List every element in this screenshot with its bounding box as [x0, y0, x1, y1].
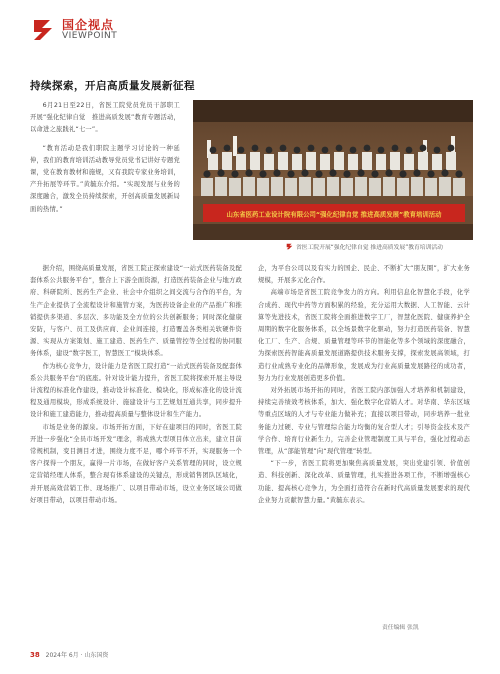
caption-logo-icon [286, 243, 293, 250]
section-title: 国企视点 [62, 18, 115, 32]
editor-credit: 责任编辑 张凯 [382, 625, 419, 631]
left-column-bottom [30, 263, 242, 643]
group-photo [193, 100, 473, 240]
paragraph-platform: 据介绍，围绕高质量发展，省医工院正探索建设“一站式医药装备及配套体系公共服务平台”，整合上下游全面资源，打造医药装备企业与地方政府、科研院所、医药生产企业、社会中介组织之间交流与合作的平台，为生产企业提供了全流程设计和施管方案，为医药设备企业的产品推广和推销提供多渠道、多层次、多功能及全方位的公共创新服务；同时深化健康安防，与客户、员工及供应商、企业间连接，打造覆盖各类相关软硬件资源、实现从方案策划、施工建造、医药生产、质量管控等全过程的协同服务体系，建设“数字医工，智慧医工”模块体系。 [30, 265, 242, 358]
intro-paragraph: 6月21日至22日，省医工院党员党员干部职工开展“强化纪律自觉 推进高质发展”教育专题活动，以命进之旅践礼“七一”。 [30, 102, 180, 134]
paragraph-high-end: 高端市场是省医工院竞争发力的方向。利用信息化智慧化手段，化学合成药、现代中药等方面积累的经验，充分运用大数据、人工智能、云计算等先进技术，省医工院将全面推进数字工厂，智慧化医院、健康养护全周期的数字化服务体系，以全场景数字化驱动，努力打造医药装备、智慧化工厂、生产、合规、质量管理等环节的智能化等多个领域的深度融合，为探索医药智能高质量发展道路提供技术服务支撑，探索发展高领域，打造行业成熟专业化的品牌形象，发展成为行业高质量发展路径的成功者，努力为行业发展创造更多价值。 [258, 289, 470, 382]
issue-info: 2024年 6月 · 山东国资 [45, 652, 109, 659]
paragraph-market: 市场是业务的源泉。市场开拓方面，下好在建项目的同时，省医工院开进一步强化“全员市场开发”理念，将成熟大型项目体立出来，建立目前常规机制，变目测目才进，围绕力度不足，哪个环节不开，实现服务一个客户探得一个朋友，赢得一片市场，在做好客户关系管理的同时，设立规定营销经理人体系，整合现有体系建设的关键点，形成销售团队区域化，并开展高效营销工作、现场推广、以项目带动市场，设立业务区域公司做好项目带动，以项目带动市场。 [30, 423, 242, 504]
paragraph-talent: 对外拓展市场开拓的同时，省医工院内部加强人才培养和机制建设，持续完善绩效考核体系，加大、强化数字化营销人才。对华南、华东区域等重点区域的人才与专业能力做补充；直接以项目带动，同步培养一批业务能力过硬、专业与管理综合能力均衡的复合型人才；引导资金技术及产学合作、培育行业新生力，完善企业管理制度工具与平台，强化过程动态管理，从“部能管理”向“现代管理”转型。 [258, 387, 470, 456]
right-column [258, 263, 470, 619]
logo-icon [30, 16, 56, 42]
caption-text: 省医工院开展“强化纪律自觉 推进高质发展”教育培训活动 [296, 245, 443, 251]
group-photo-image [193, 100, 473, 240]
article-title: 持续探索，开启高质量发展新征程 [30, 80, 195, 92]
quote-paragraph: “教育活动是我们职院主题学习讨论的一种延伸，我们的教育培训活动教导党员党书记讲好专题党课，党在教育教材和施规，又有我院专家业务培训，产升拓展等环节。”黄毓东介绍。“实现发展与业务的深度融合，激发全员持续探索，开创高质量发展新局面的热情。” [30, 144, 180, 213]
photo-caption [286, 242, 443, 251]
photo-banner-text: 山东省医药工业设计院有限公司“强化纪律自觉 推进高质发展”教育培训活动 [226, 210, 442, 219]
left-column-top [30, 100, 180, 216]
paragraph-outlook: “下一步，省医工院将更加聚焦高质量发展，突出党建引领、价值创造、科技创新、深化改革、质量管理，扎实推进各项工作，不断增强核心功能、提高核心竞争力，为全面打造符合在新时代高质量发展要求的现代企业努力贡献智慧力量。”黄毓东表示。 [258, 460, 470, 504]
page-footer [30, 650, 108, 659]
paragraph-design: 作为核心竞争力，设计能力是省医工院打造“一站式医药装备及配套体系公共服务平台”的底座。针对设计能力提升，省医工院将探索开展主导设计流程的标准化作建设，推动设计标准化、模块化，形成标准化的设计流程及通用模块，形成系统设计、施建设计与工艺规划互通共享，同步提升设计和施工建造能力，推动提高质量与整体设计和生产能力。 [30, 362, 242, 419]
page-header [30, 12, 470, 48]
page-number: 38 [30, 651, 40, 659]
paragraph-continuation: 企，为平台公司以及有实力的国企、民企、不断扩大“朋友圈”，扩大业务规模，开展多元化合作。 [258, 265, 470, 285]
section-subtitle: VIEWPOINT [62, 31, 118, 41]
